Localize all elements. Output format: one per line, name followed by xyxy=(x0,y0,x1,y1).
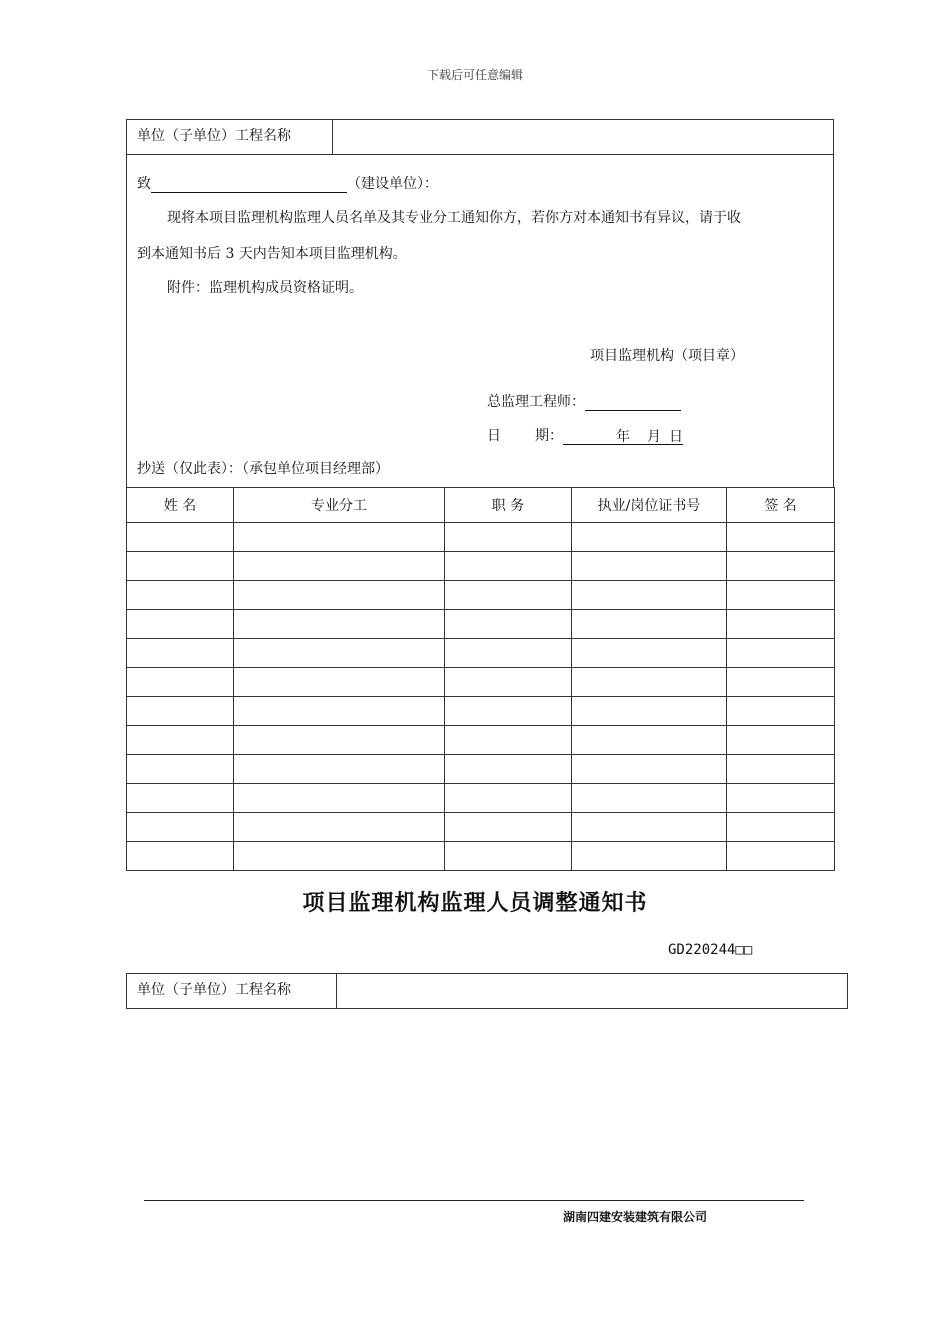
staff-table xyxy=(126,487,835,871)
cell-signature[interactable] xyxy=(727,697,835,726)
table-row xyxy=(127,813,835,842)
cell-signature[interactable] xyxy=(727,523,835,552)
cc-line: 抄送（仅此表）：（承包单位项目经理部） xyxy=(137,461,389,477)
cell-signature[interactable] xyxy=(727,755,835,784)
cell-specialty[interactable] xyxy=(234,755,445,784)
cell-specialty[interactable] xyxy=(234,842,445,871)
cell-name[interactable] xyxy=(127,610,234,639)
cell-signature[interactable] xyxy=(727,668,835,697)
date-field[interactable] xyxy=(563,426,683,445)
cell-signature[interactable] xyxy=(727,552,835,581)
table-row xyxy=(127,755,835,784)
cell-certificate[interactable] xyxy=(572,842,727,871)
footer-company: 湖南四建安装建筑有限公司 xyxy=(563,1210,708,1224)
project-name-row xyxy=(126,119,834,155)
addressee-prefix: 致 xyxy=(137,176,151,192)
cell-name[interactable] xyxy=(127,523,234,552)
cell-signature[interactable] xyxy=(727,639,835,668)
date-day: 日 xyxy=(669,429,683,445)
staff-table-body xyxy=(127,523,835,871)
staff-table-header xyxy=(127,488,835,523)
cell-signature[interactable] xyxy=(727,610,835,639)
table-row xyxy=(127,610,835,639)
header-position: 职 务 xyxy=(445,488,572,523)
cell-certificate[interactable] xyxy=(572,639,727,668)
header-signature: 签 名 xyxy=(727,488,835,523)
cell-name[interactable] xyxy=(127,784,234,813)
cell-specialty[interactable] xyxy=(234,523,445,552)
cell-name[interactable] xyxy=(127,842,234,871)
document-title: 项目监理机构监理人员调整通知书 xyxy=(302,891,648,916)
cell-signature[interactable] xyxy=(727,813,835,842)
org-stamp-label: 项目监理机构（项目章） xyxy=(590,348,744,364)
table-row xyxy=(127,523,835,552)
cell-position[interactable] xyxy=(445,581,572,610)
header-certificate: 执业/岗位证书号 xyxy=(572,488,727,523)
second-project-name-row xyxy=(126,973,848,1009)
footer-rule xyxy=(144,1200,804,1201)
body-line-2: 到本通知书后 3 天内告知本项目监理机构。 xyxy=(137,246,407,262)
date-label-1: 日 xyxy=(487,428,501,444)
notice-body xyxy=(126,154,834,488)
cell-signature[interactable] xyxy=(727,581,835,610)
table-row xyxy=(127,726,835,755)
cell-specialty[interactable] xyxy=(234,639,445,668)
cell-position[interactable] xyxy=(445,813,572,842)
table-row xyxy=(127,842,835,871)
cell-specialty[interactable] xyxy=(234,581,445,610)
date-month: 月 xyxy=(647,429,661,445)
cell-name[interactable] xyxy=(127,726,234,755)
cell-specialty[interactable] xyxy=(234,668,445,697)
cell-signature[interactable] xyxy=(727,842,835,871)
date-label-2: 期： xyxy=(535,428,563,444)
cell-specialty[interactable] xyxy=(234,784,445,813)
cell-certificate[interactable] xyxy=(572,726,727,755)
cell-certificate[interactable] xyxy=(572,581,727,610)
table-row xyxy=(127,639,835,668)
cell-name[interactable] xyxy=(127,813,234,842)
table-row xyxy=(127,697,835,726)
cell-name[interactable] xyxy=(127,697,234,726)
cell-signature[interactable] xyxy=(727,784,835,813)
cell-signature[interactable] xyxy=(727,726,835,755)
cell-specialty[interactable] xyxy=(234,610,445,639)
cell-position[interactable] xyxy=(445,552,572,581)
second-project-name-divider xyxy=(336,974,337,1008)
cell-certificate[interactable] xyxy=(572,755,727,784)
cell-certificate[interactable] xyxy=(572,552,727,581)
project-name-divider xyxy=(332,120,333,154)
date-line xyxy=(487,425,683,445)
project-name-field[interactable] xyxy=(339,125,819,149)
chief-engineer-label: 总监理工程师： xyxy=(487,394,585,410)
table-row xyxy=(127,784,835,813)
cell-name[interactable] xyxy=(127,639,234,668)
cell-name[interactable] xyxy=(127,581,234,610)
addressee-field[interactable] xyxy=(151,176,347,193)
cell-specialty[interactable] xyxy=(234,726,445,755)
cell-position[interactable] xyxy=(445,755,572,784)
form-code: GD220244□□ xyxy=(668,942,753,958)
addressee-line xyxy=(137,173,438,193)
attachment-line: 附件：监理机构成员资格证明。 xyxy=(167,280,363,296)
chief-engineer-field[interactable] xyxy=(585,394,681,411)
cell-certificate[interactable] xyxy=(572,668,727,697)
cell-position[interactable] xyxy=(445,842,572,871)
cell-position[interactable] xyxy=(445,639,572,668)
cell-specialty[interactable] xyxy=(234,813,445,842)
second-project-name-label: 单位（子单位）工程名称 xyxy=(137,982,291,998)
cell-certificate[interactable] xyxy=(572,523,727,552)
cell-certificate[interactable] xyxy=(572,610,727,639)
cell-position[interactable] xyxy=(445,668,572,697)
second-project-name-field[interactable] xyxy=(343,979,833,1003)
project-name-label: 单位（子单位）工程名称 xyxy=(137,128,291,144)
table-row xyxy=(127,668,835,697)
cell-position[interactable] xyxy=(445,610,572,639)
header-note: 下载后可任意编辑 xyxy=(426,68,523,82)
cell-certificate[interactable] xyxy=(572,784,727,813)
chief-engineer-line xyxy=(487,391,681,411)
cell-position[interactable] xyxy=(445,784,572,813)
cell-specialty[interactable] xyxy=(234,552,445,581)
addressee-suffix: （建设单位）： xyxy=(347,176,438,192)
table-row xyxy=(127,552,835,581)
cell-position[interactable] xyxy=(445,726,572,755)
cell-certificate[interactable] xyxy=(572,697,727,726)
date-year: 年 xyxy=(616,429,630,445)
cell-position[interactable] xyxy=(445,697,572,726)
table-row xyxy=(127,581,835,610)
cell-name[interactable] xyxy=(127,755,234,784)
header-name: 姓 名 xyxy=(127,488,234,523)
cell-certificate[interactable] xyxy=(572,813,727,842)
header-specialty: 专业分工 xyxy=(234,488,445,523)
cell-specialty[interactable] xyxy=(234,697,445,726)
cell-name[interactable] xyxy=(127,668,234,697)
cell-name[interactable] xyxy=(127,552,234,581)
body-line-1: 现将本项目监理机构监理人员名单及其专业分工通知你方，若你方对本通知书有异议，请于收 xyxy=(167,210,741,226)
cell-position[interactable] xyxy=(445,523,572,552)
